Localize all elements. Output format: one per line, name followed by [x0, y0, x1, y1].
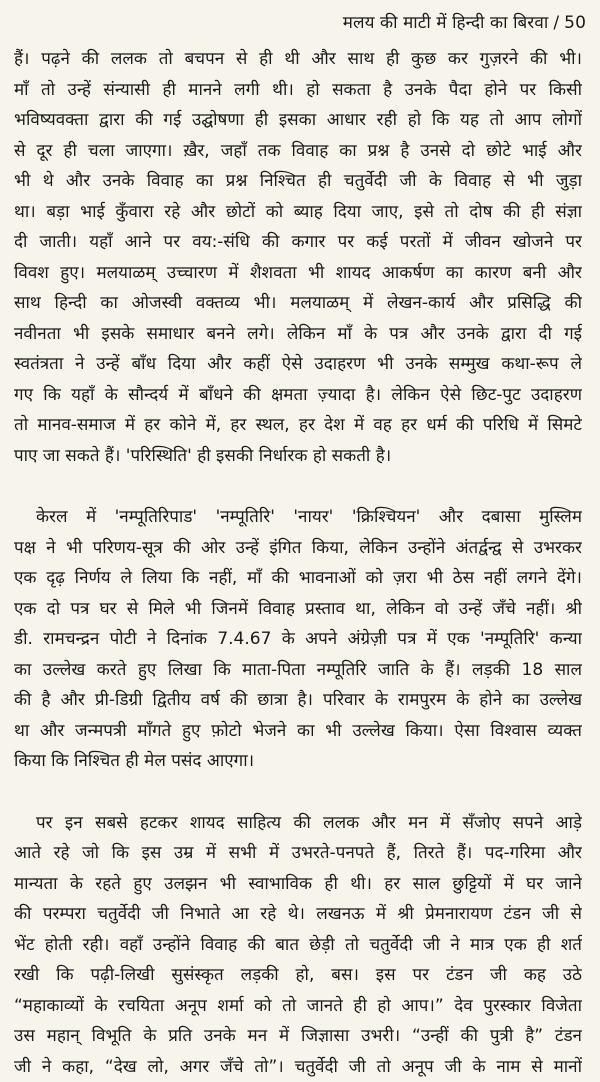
book-title: मलय की माटी में हिन्दी का बिरवा	[343, 13, 549, 33]
text-line: की है और प्री-डिग्री द्वितीय वर्ष की छात्रा है। परिवार के रामपुरम के होने का उल्लेख	[14, 685, 582, 716]
text-line: स्वतंत्रता ने उन्हें बाँध दिया और कहीं ऐसे उदाहरण भी उनके सम्मुख कथा-रूप ले	[14, 349, 582, 380]
text-line: मान्यता के रहते हुए उलझन भी स्वाभाविक ही थी। हर साल छुट्टियों में घर जाने	[14, 869, 582, 900]
text-line: पक्ष ने भी परिणय-सूत्र की ओर उन्हें इंगित किया, लेकिन उन्होंने अंतर्द्वन्द्व से उभरकर	[14, 533, 582, 564]
paragraph-2	[14, 502, 582, 777]
text-line: एक दो पत्र घर से मिले भी जिनमें विवाह प्रस्ताव था, लेकिन वो उन्हें जँचे नहीं। श्री	[14, 594, 582, 625]
text-line: आते रहे जो कि इस उम्र में सभी में उभरते-पनपते हैं, तिरते हैं। पद-गरिमा और	[14, 838, 582, 869]
header-separator: /	[553, 13, 559, 33]
text-line: भी थे और उनके विवाह का प्रश्न निश्चित ही चतुर्वेदी जी के विवाह से भी जुड़ा	[14, 166, 582, 197]
text-line: उस महान् विभूति के प्रति उनके मन में जिज्ञासा उभरी। “उन्हीं की पुत्री है” टंडन	[14, 1021, 582, 1052]
text-line: एक दृढ़ निर्णय ले लिया कि नहीं, माँ की भावनाओं को ज़रा भी ठेस नहीं लगने देंगे।	[14, 563, 582, 594]
text-line: केरल में 'नम्पूतिरिपाड' 'नम्पूतिरि' 'नायर' 'क्रिश्चियन' और दबासा मुस्लिम	[14, 502, 582, 533]
text-line: था। बड़ा भाई कुँवारा रहे और छोटों को ब्याह दिया जाए, इसे तो दोष की ही संज्ञा	[14, 197, 582, 228]
text-line: पाए जा सकते हैं। 'परिस्थिति' ही इसकी निर्धारक हो सकती है।	[14, 441, 582, 472]
text-line: था और जन्मपत्री माँगते हुए फ़ोटो भेजने का भी उल्लेख किया। ऐसा विश्वास व्यक्त	[14, 716, 582, 747]
text-line: का उल्लेख करते हुए लिखा कि माता-पिता नम्पूतिरि जाति के हैं। लड़की 18 साल	[14, 655, 582, 686]
text-line: से दूर ही चला जाएगा। ख़ैर, जहाँ तक विवाह का प्रश्न है उनसे दो छोटे भाई और	[14, 136, 582, 167]
text-line: तो मानव-समाज में हर कोने में, हर स्थल, हर देश में वह हर धर्म की परिधि में सिमटे	[14, 410, 582, 441]
text-line: साथ हिन्दी का ओजस्वी वक्तव्य भी। मलयाळम् में लेखन-कार्य और प्रसिद्धि की	[14, 288, 582, 319]
text-line: भेंट होती रही। वहाँ उन्होंने विवाह की बात छेड़ी तो चतुर्वेदी जी ने मात्र एक ही शर्त	[14, 930, 582, 961]
text-line: किया कि निश्चित ही मेल पसंद आएगा।	[14, 746, 582, 777]
text-line: हैं। पढ़ने की ललक तो बचपन से ही थी और साथ ही कुछ कर गुज़रने की भी।	[14, 44, 582, 75]
text-line: गए कि यहाँ के सौन्दर्य में बाँधने की क्षमता ज़्यादा है। लेकिन ऐसे छिट-पुट उदाहरण	[14, 380, 582, 411]
paragraph-3	[14, 808, 582, 1082]
page-body	[14, 44, 582, 1082]
text-line: भविष्यवक्ता द्वारा की गई उद्घोषणा ही इसका आधार रही हो कि यह तो आप लोगों	[14, 105, 582, 136]
page-number: 50	[564, 13, 586, 33]
text-line: रखी कि पढ़ी-लिखी सुसंस्कृत लड़की हो, बस। इस पर टंडन जी कह उठे	[14, 960, 582, 991]
text-line: नवीनता भी इसके समाधार बनने लगे। लेकिन माँ के पत्र और उनके द्वारा दी गई	[14, 319, 582, 350]
text-line: माँ तो उन्हें संन्यासी ही मानने लगी थी। हो सकता है उनके पैदा होने पर किसी	[14, 75, 582, 106]
text-line: पर इन सबसे हटकर शायद साहित्य की ललक और मन में सँजोए सपने आड़े	[14, 808, 582, 839]
text-line: “महाकाव्यों के रचयिता अनूप शर्मा को तो जानते ही हो आप।” देव पुरस्कार विजेता	[14, 991, 582, 1022]
text-line: दी जाती। यहाँ आने पर वय:-संधि की कगार पर कई परतों में जीवन खोजने पर	[14, 227, 582, 258]
paragraph-1	[14, 44, 582, 471]
text-line: डी. रामचन्द्रन पोटी ने दिनांक 7.4.67 के अपने अंग्रेज़ी पत्र में एक 'नम्पूतिरि' कन्या	[14, 624, 582, 655]
text-line: विवश हुए। मलयाळम् उच्चारण में शैशवता भी शायद आकर्षण का कारण बनी और	[14, 258, 582, 289]
running-header	[343, 10, 586, 33]
paragraph-gap	[14, 471, 582, 502]
text-line: की परम्परा चतुर्वेदी जी निभाते आ रहे थे। लखनऊ में श्री प्रेमनारायण टंडन जी से	[14, 899, 582, 930]
text-line: जी ने कहा, “देख लो, अगर जँचे तो”। चतुर्वेदी जी तो अनूप जी के नाम से मानों	[14, 1052, 582, 1082]
paragraph-gap	[14, 777, 582, 808]
